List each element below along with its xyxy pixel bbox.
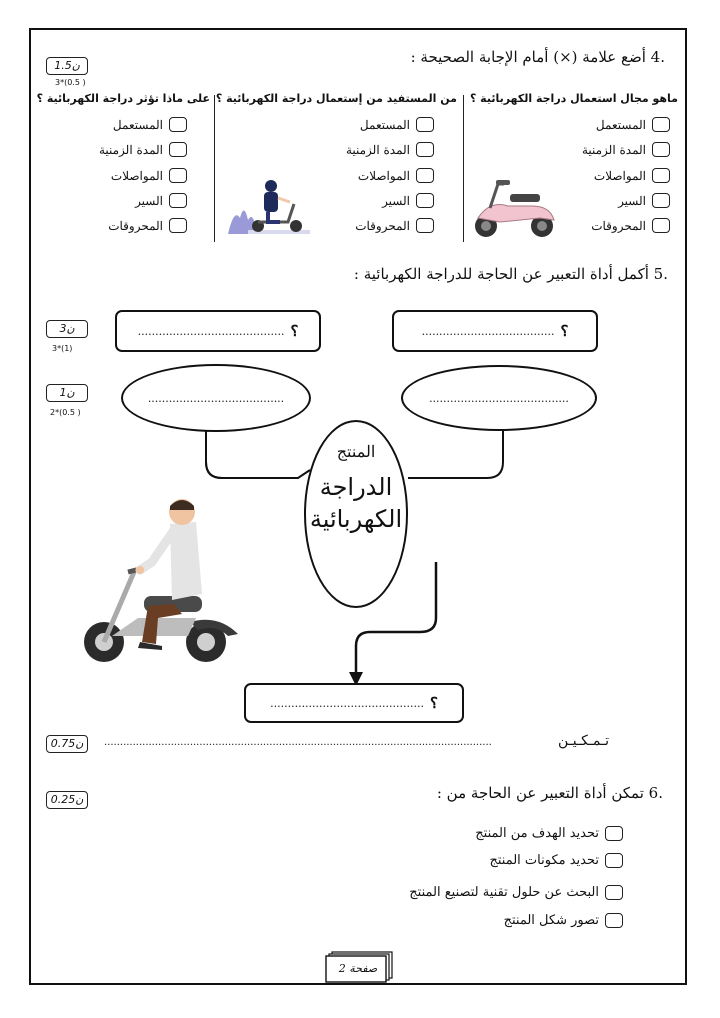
product-ellipse <box>304 420 408 608</box>
q4-col1-question: ماهو مجال استعمال دراجة الكهربائية ؟ <box>469 92 678 105</box>
q4-col2-option[interactable]: المدة الزمنية <box>346 142 434 157</box>
answer-box-left[interactable]: ؟ .......................................... <box>115 310 321 352</box>
tamkin-label: تـمـكـيـن <box>558 733 610 749</box>
rider-on-electric-scooter-image <box>78 496 242 666</box>
q4-col3-option[interactable]: المدة الزمنية <box>99 142 187 157</box>
tamkin-dots: .......................................................................................................................... <box>104 737 492 748</box>
answer-ellipse-left[interactable]: ....................................... <box>121 364 311 432</box>
q5-score-note-b: 2*(0.5 ) <box>50 408 81 417</box>
q4-col2-option[interactable]: السير <box>382 193 434 208</box>
q4-col2-option[interactable]: المواصلات <box>358 168 434 183</box>
q5-score-note-a: 3*(1) <box>52 344 73 353</box>
q4-col3-option[interactable]: المستعمل <box>113 117 187 132</box>
q4-title: .4 أضع علامة (×) أمام الإجابة الصحيحة : <box>410 48 665 66</box>
q4-col1-option[interactable]: المواصلات <box>594 168 670 183</box>
q4-col1-option[interactable]: المدة الزمنية <box>582 142 670 157</box>
q6-option[interactable]: تصور شكل المنتج <box>504 913 623 928</box>
checkbox[interactable] <box>605 826 623 841</box>
q4-col3-option[interactable]: السير <box>135 193 187 208</box>
q5-score-badge-b: 1ن <box>46 384 88 402</box>
q4-col1-option[interactable]: السير <box>618 193 670 208</box>
product-label: المنتج <box>336 442 376 461</box>
q6-score-badge: 0.25ن <box>46 791 88 809</box>
q5-title: .5 أكمل أداة التعبير عن الحاجة للدراجة الكهربائية : <box>353 265 668 283</box>
checkbox[interactable] <box>605 913 623 928</box>
q4-col3-option[interactable]: المحروقات <box>108 218 187 233</box>
tamkin-score-badge: 0.75ن <box>46 735 88 753</box>
q6-option[interactable]: البحث عن حلول تقنية لتصنيع المنتج <box>409 885 623 900</box>
checkbox[interactable] <box>605 853 623 868</box>
q6-title: .6 تمكن أداة التعبير عن الحاجة من : <box>436 784 663 802</box>
q4-score-badge: 1.5ن <box>46 57 88 75</box>
answer-box-bottom[interactable]: ؟ ............................................ <box>244 683 464 723</box>
q6-option[interactable]: تحديد الهدف من المنتج <box>475 826 623 841</box>
q6-option[interactable]: تحديد مكونات المنتج <box>489 853 623 868</box>
page-number: صفحة 2 <box>338 962 378 975</box>
answer-ellipse-right[interactable]: ........................................ <box>401 365 597 431</box>
q4-col1-option[interactable]: المحروقات <box>591 218 670 233</box>
product-name-line2: الكهربائية <box>309 505 403 533</box>
q5-score-badge-a: 3ن <box>46 320 88 338</box>
q4-col3-question: على ماذا تؤثر دراجة الكهربائية ؟ <box>36 92 210 105</box>
q4-col3-option[interactable]: المواصلات <box>111 168 187 183</box>
product-name-line1: الدراجة <box>319 473 393 501</box>
q4-score-note: 3*(0.5 ) <box>55 78 86 87</box>
q4-col2-question: من المستفيد من إستعمال دراجة الكهربائية ؟ <box>215 92 457 105</box>
q4-col1-option[interactable]: المستعمل <box>596 117 670 132</box>
q4-col2-option[interactable]: المحروقات <box>355 218 434 233</box>
checkbox[interactable] <box>605 885 623 900</box>
answer-box-right[interactable]: ؟ ...................................... <box>392 310 598 352</box>
q4-col2-option[interactable]: المستعمل <box>360 117 434 132</box>
